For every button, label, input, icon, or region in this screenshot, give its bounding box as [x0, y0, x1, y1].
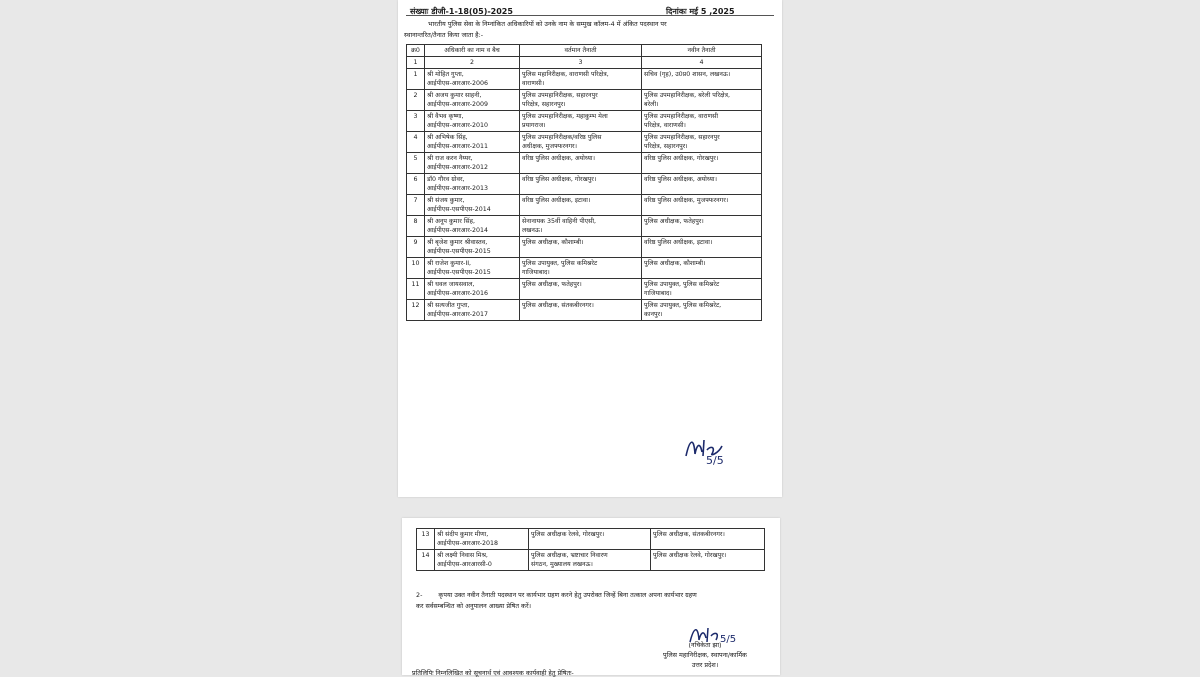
new-posting-cell: [642, 216, 762, 237]
table-row: [417, 529, 765, 550]
officer-designation: पुलिस महानिरीक्षक, स्थापना/कार्मिक: [663, 651, 747, 659]
officer-name-cell: [425, 111, 520, 132]
officer-name-cell-line: श्री संदीप कुमार मीणा,: [437, 531, 489, 538]
officer-name-cell-line: श्री राजेश कुमार-II,: [427, 260, 472, 267]
current-posting-cell-line: अधीक्षक, मुजफ्फरनगर।: [522, 143, 578, 150]
new-posting-cell: [651, 550, 765, 571]
current-posting-cell: [520, 153, 642, 174]
table-row: [407, 90, 762, 111]
officer-name-cell-line: आईपीएस-आरआर-2014: [427, 227, 489, 234]
table-row: [407, 132, 762, 153]
reference-number: संख्याः डीजी-1-18(05)-2025: [410, 7, 513, 16]
row-serial-number: 2: [407, 90, 425, 111]
signature-mark: [682, 432, 742, 466]
officer-name-cell-line: आईपीएस-आरआर-2012: [427, 164, 489, 171]
current-posting-cell-line: पुलिस अधीक्षक, फतेहपुर।: [522, 281, 582, 288]
table-row: [407, 69, 762, 90]
current-posting-cell-line: संगठन, मुख्यालय लखनऊ।: [531, 561, 593, 568]
table-row: [407, 174, 762, 195]
new-posting-cell-line: परिक्षेत्र, सहारनपुर।: [644, 143, 688, 150]
table-row: [407, 153, 762, 174]
row-serial-number: 6: [407, 174, 425, 195]
officer-name-cell: [425, 216, 520, 237]
new-posting-cell: [642, 132, 762, 153]
new-posting-cell-line: पुलिस अधीक्षक, संतकबीरनगर।: [653, 531, 725, 538]
current-posting-cell-line: प्रयागराज।: [522, 122, 546, 129]
table-row: [407, 279, 762, 300]
row-serial-number: 8: [407, 216, 425, 237]
new-posting-cell-line: पुलिस अधीक्षक, फतेहपुर।: [644, 218, 704, 225]
current-posting-cell-line: वरिष्ठ पुलिस अधीक्षक, गोरखपुर।: [522, 176, 597, 183]
current-posting-cell-line: पुलिस उपमहानिरीक्षक/वरिष्ठ पुलिस: [522, 134, 602, 141]
officer-name-cell: [435, 529, 529, 550]
signature-date: 5/5: [720, 634, 737, 645]
row-serial-number: 7: [407, 195, 425, 216]
officer-name-cell-line: आईपीएस-आरआर-2013: [427, 185, 489, 192]
current-posting-cell-line: परिक्षेत्र, सहारनपुर।: [522, 101, 566, 108]
new-posting-cell: [642, 279, 762, 300]
officer-name-cell-line: श्री मोहित गुप्ता,: [427, 71, 464, 78]
officer-name-cell-line: आईपीएस-आरआर-2011: [427, 143, 489, 150]
current-posting-cell-line: पुलिस अधीक्षक, संतकबीरनगर।: [522, 302, 594, 309]
officer-name-cell: [425, 174, 520, 195]
officer-name-cell: [425, 279, 520, 300]
intro-line: स्थानान्तरित/तैनात किया जाता है:-: [404, 31, 484, 39]
transfer-table: [406, 44, 762, 321]
current-posting-cell: [529, 529, 651, 550]
officer-name-cell: [425, 69, 520, 90]
row-serial-number: 9: [407, 237, 425, 258]
officer-place: उत्तर प्रदेश।: [691, 661, 719, 669]
officer-name-cell-line: डॉ0 गौरव ग्रोवर,: [427, 176, 465, 183]
column-number-row: [407, 57, 762, 69]
new-posting-cell: [642, 258, 762, 279]
officer-name-cell: [425, 258, 520, 279]
current-posting-cell-line: लखनऊ।: [522, 227, 543, 234]
new-posting-cell: [642, 111, 762, 132]
new-posting-cell: [642, 237, 762, 258]
table-row: [407, 258, 762, 279]
table-header-row: [407, 45, 762, 57]
current-posting-cell: [520, 300, 642, 321]
officer-name-cell-line: आईपीएस-आरआर-2017: [427, 311, 489, 318]
officer-name-cell-line: आईपीएस-एसपीएस-2014: [427, 206, 491, 213]
column-number: 4: [642, 57, 762, 69]
document-page-2: [402, 518, 780, 675]
document-page-1: [398, 0, 782, 497]
current-posting-cell: [520, 69, 642, 90]
new-posting-cell-line: परिक्षेत्र, वाराणसी।: [644, 122, 686, 129]
row-serial-number: 1: [407, 69, 425, 90]
new-posting-cell: [642, 90, 762, 111]
officer-name-cell: [425, 237, 520, 258]
current-posting-cell-line: वरिष्ठ पुलिस अधीक्षक, अयोध्या।: [522, 155, 595, 162]
new-posting-cell: [642, 153, 762, 174]
new-posting-cell-line: पुलिस उपमहानिरीक्षक, वाराणसी: [644, 113, 718, 120]
table-row: [407, 216, 762, 237]
new-posting-cell-line: वरिष्ठ पुलिस अधीक्षक, इटावा।: [644, 239, 713, 246]
new-posting-cell-line: पुलिस अधीक्षक रेलवे, गोरखपुर।: [653, 552, 727, 559]
current-posting-cell-line: वरिष्ठ पुलिस अधीक्षक, इटावा।: [522, 197, 591, 204]
current-posting-cell: [529, 550, 651, 571]
officer-name: (नचिकेता झा): [688, 641, 722, 649]
officer-name-cell: [425, 153, 520, 174]
instruction-note: [416, 590, 768, 612]
table-row: [407, 111, 762, 132]
intro-line: भारतीय पुलिस सेवा के निम्नांकित अधिकारियों को उनके नाम के सम्मुख कॉलम-4 में अंकित पदस्थान पर: [428, 20, 667, 28]
officer-name-cell-line: आईपीएस-एसपीएस-2015: [427, 269, 491, 276]
officer-name-cell-line: श्री अनूप कुमार सिंह,: [427, 218, 476, 225]
new-posting-cell-line: पुलिस अधीक्षक, कौशाम्बी।: [644, 260, 706, 267]
officer-block: [632, 640, 778, 670]
new-posting-cell-line: बरेली।: [644, 101, 659, 108]
current-posting-cell: [520, 132, 642, 153]
officer-name-cell-line: आईपीएस-आरआर-2006: [427, 80, 489, 87]
column-number: 1: [407, 57, 425, 69]
copy-to-line: प्रतिलिपिः निम्नलिखित को सूचनार्थ एवं आवश्यक कार्यवाही हेतु प्रेषितः-: [412, 669, 574, 677]
officer-name-cell-line: श्री अजय कुमार साहनी,: [427, 92, 482, 99]
row-serial-number: 3: [407, 111, 425, 132]
table-row: [407, 300, 762, 321]
new-posting-cell-line: वरिष्ठ पुलिस अधीक्षक, अयोध्या।: [644, 176, 717, 183]
current-posting-cell: [520, 237, 642, 258]
current-posting-cell: [520, 258, 642, 279]
officer-name-cell-line: आईपीएस-आरआरसी-0: [437, 561, 492, 568]
current-posting-cell: [520, 279, 642, 300]
row-serial-number: 4: [407, 132, 425, 153]
current-posting-cell: [520, 111, 642, 132]
officer-name-cell-line: श्री बृजेश कुमार श्रीवास्तव,: [427, 239, 488, 246]
current-posting-cell-line: पुलिस उपमहानिरीक्षक, महाकुम्भ मेला: [522, 113, 608, 120]
table-row: [407, 195, 762, 216]
new-posting-cell: [642, 195, 762, 216]
officer-name-cell-line: श्री संजय कुमार,: [427, 197, 465, 204]
new-posting-cell-line: पुलिस उपमहानिरीक्षक, सहारनपुर: [644, 134, 720, 141]
new-posting-cell-line: वरिष्ठ पुलिस अधीक्षक, गोरखपुर।: [644, 155, 719, 162]
transfer-table-continued: [416, 528, 765, 571]
column-number: 2: [425, 57, 520, 69]
row-serial-number: 12: [407, 300, 425, 321]
current-posting-cell-line: पुलिस उपमहानिरीक्षक, सहारनपुर: [522, 92, 598, 99]
new-posting-cell-line: पुलिस उपायुक्त, पुलिस कमिश्नरेट,: [644, 302, 722, 309]
current-posting-cell-line: वाराणसी।: [522, 80, 545, 87]
new-posting-cell-line: पुलिस उपायुक्त, पुलिस कमिश्नरेट: [644, 281, 720, 288]
header-new-posting: नवीन तैनाती: [642, 45, 762, 57]
officer-name-cell-line: आईपीएस-एसपीएस-2015: [427, 248, 491, 255]
current-posting-cell: [520, 195, 642, 216]
header-officer-name: अधिकारी का नाम व बैच: [425, 45, 520, 57]
note-line: कर सर्वसम्बन्धित को अनुपालन आख्या प्रेषित करें।: [416, 602, 531, 610]
officer-name-cell-line: श्री धवल जायसवाल,: [427, 281, 475, 288]
intro-paragraph: [404, 19, 780, 41]
officer-name-cell: [425, 90, 520, 111]
officer-name-cell-line: श्री अभिषेक सिंह,: [427, 134, 468, 141]
new-posting-cell: [651, 529, 765, 550]
new-posting-cell: [642, 300, 762, 321]
current-posting-cell: [520, 90, 642, 111]
header-sno: क्र0: [407, 45, 425, 57]
row-serial-number: 13: [417, 529, 435, 550]
officer-name-cell-line: श्री सत्यजीत गुप्ता,: [427, 302, 470, 309]
header-current-posting: वर्तमान तैनाती: [520, 45, 642, 57]
officer-name-cell: [425, 132, 520, 153]
note-line: कृपया उक्त नवीन तैनाती पदस्थान पर कार्यभार ग्रहण करने हेतु उपरोक्त जिन्हें बिना तत्काल अपना कार्यभार ग्रहण: [438, 591, 697, 599]
table-row: [407, 237, 762, 258]
officer-name-cell: [425, 195, 520, 216]
row-serial-number: 10: [407, 258, 425, 279]
new-posting-cell: [642, 69, 762, 90]
new-posting-cell-line: वरिष्ठ पुलिस अधीक्षक, मुजफ्फरनगर।: [644, 197, 729, 204]
signature-date: 5/5: [706, 454, 724, 466]
officer-name-cell-line: आईपीएस-आरआर-2016: [427, 290, 489, 297]
table-row: [417, 550, 765, 571]
current-posting-cell-line: गाजियाबाद।: [522, 269, 550, 276]
officer-name-cell-line: आईपीएस-आरआर-2009: [427, 101, 489, 108]
officer-name-cell-line: श्री राज करन नैय्यर,: [427, 155, 473, 162]
note-number: 2-: [416, 591, 423, 599]
new-posting-cell-line: पुलिस उपमहानिरीक्षक, बरेली परिक्षेत्र,: [644, 92, 731, 99]
new-posting-cell-line: गाजियाबाद।: [644, 290, 672, 297]
officer-name-cell-line: आईपीएस-आरआर-2010: [427, 122, 489, 129]
new-posting-cell-line: सचिव (गृह), उ0प्र0 शासन, लखनऊ।: [644, 71, 731, 78]
current-posting-cell-line: पुलिस महानिरीक्षक, वाराणसी परिक्षेत्र,: [522, 71, 609, 78]
column-number: 3: [520, 57, 642, 69]
officer-name-cell: [435, 550, 529, 571]
officer-name-cell: [425, 300, 520, 321]
new-posting-cell-line: कानपुर।: [644, 311, 663, 318]
officer-name-cell-line: श्री वैभव कृष्णा,: [427, 113, 464, 120]
header-rule: [406, 15, 774, 16]
officer-name-cell-line: श्री लक्ष्मी निवास मिश्र,: [437, 552, 488, 559]
current-posting-cell-line: पुलिस अधीक्षक, कौशाम्बी।: [522, 239, 584, 246]
current-posting-cell-line: पुलिस उपायुक्त, पुलिस कमिश्नरेट: [522, 260, 598, 267]
row-serial-number: 5: [407, 153, 425, 174]
new-posting-cell: [642, 174, 762, 195]
current-posting-cell-line: पुलिस अधीक्षक, भ्रष्टाचार निवारण: [531, 552, 608, 559]
row-serial-number: 14: [417, 550, 435, 571]
current-posting-cell: [520, 174, 642, 195]
current-posting-cell-line: पुलिस अधीक्षक रेलवे, गोरखपुर।: [531, 531, 605, 538]
order-date: दिनांकः मई 5 ,2025: [666, 7, 735, 16]
current-posting-cell-line: सेनानायक 35वीं वाहिनी पीएसी,: [522, 218, 596, 225]
officer-name-cell-line: आईपीएस-आरआर-2018: [437, 540, 499, 547]
current-posting-cell: [520, 216, 642, 237]
row-serial-number: 11: [407, 279, 425, 300]
